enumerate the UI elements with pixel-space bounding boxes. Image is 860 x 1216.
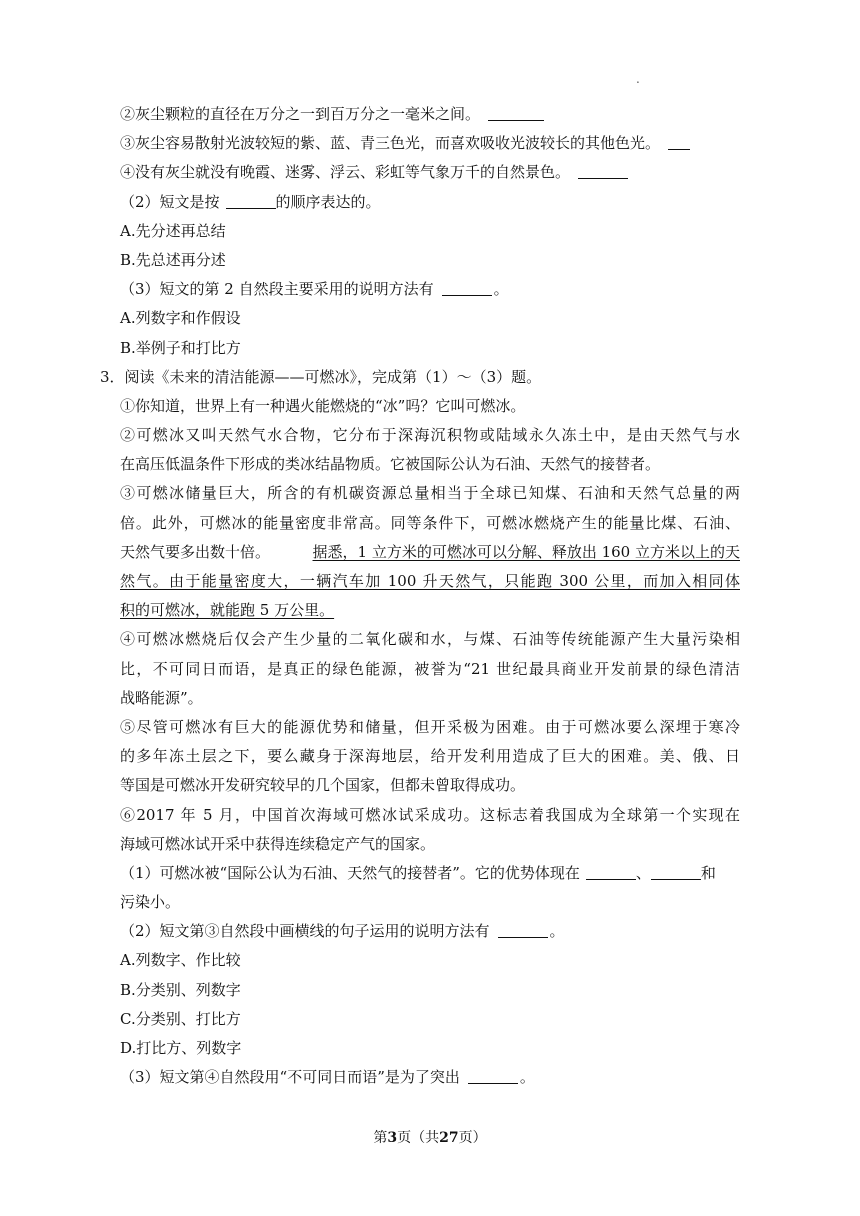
answer-blank[interactable]: [668, 132, 690, 150]
paragraph-3-line-1: ③可燃冰储量巨大，所含的有机碳资源总量相当于全球已知煤、石油和天然气总量的两: [120, 484, 740, 503]
footer-text: 第: [373, 1130, 388, 1146]
question-text: （3）短文的第 2 自然段主要采用的说明方法有: [120, 280, 434, 299]
answer-blank[interactable]: [651, 862, 701, 880]
question-text: （2）短文第③自然段中画横线的句子运用的说明方法有: [120, 922, 490, 941]
paragraph-2-line-2: 在高压低温条件下形成的类冰结晶物质。它被国际公认为石油、天然气的接替者。: [120, 455, 661, 474]
total-pages: 27: [439, 1130, 459, 1146]
question-text-tail: 和: [700, 863, 716, 882]
question-text-tail: 。: [519, 1068, 535, 1087]
page-number: 3: [387, 1130, 398, 1146]
paragraph-5-line-2: 的多年冻土层之下，要么藏身于深海地层，给开发利用造成了巨大的困难。美、俄、日: [120, 747, 740, 766]
question-text: （2）短文是按: [120, 192, 220, 211]
paragraph-2-line-1: ②可燃冰又叫天然气水合物，它分布于深海沉积物或陆域永久冻土中，是由天然气与水: [120, 426, 740, 445]
answer-blank[interactable]: [578, 161, 628, 179]
paragraph-3-line-3: [120, 538, 740, 567]
question-2a: [120, 188, 740, 217]
underlined-text: 据悉，1 立方米的可燃冰可以分解、释放出 160 立方米以上的天: [312, 542, 740, 561]
question-1b: [120, 859, 740, 888]
question-text-tail: 的顺序表达的。: [275, 192, 381, 211]
option-d: D.打比方、列数字: [120, 1039, 242, 1057]
paragraph-3-line-5: [120, 596, 740, 625]
question-text-tail: 。: [493, 280, 509, 299]
statement-text: ④没有灰尘就没有晚霞、迷雾、浮云、彩虹等气象万千的自然景色。: [120, 163, 571, 182]
option-c: C.分类别、打比方: [120, 1009, 241, 1028]
paragraph-3-line-2: 倍。此外，可燃冰的能量密度非常高。同等条件下，可燃冰燃烧产生的能量比煤、石油、: [120, 513, 740, 532]
question-text-tail: 。: [549, 922, 565, 941]
answer-blank[interactable]: [468, 1066, 518, 1084]
option-b: B.先总述再分述: [120, 250, 226, 269]
answer-blank[interactable]: [442, 278, 492, 296]
paragraph-6-line-1: ⑥2017 年 5 月，中国首次海域可燃冰试采成功。这标志着我国成为全球第一个实现在: [120, 805, 740, 824]
option-b: B.分类别、列数字: [120, 980, 241, 999]
question-2b: [120, 917, 740, 946]
answer-blank[interactable]: [498, 920, 548, 938]
paragraph-6-line-2: 海域可燃冰试开采中获得连续稳定产气的国家。: [120, 834, 436, 853]
answer-blank[interactable]: [226, 191, 276, 209]
plain-text: 天然气要多出数十倍。: [120, 542, 271, 561]
question-text: （3）短文第④自然段用“不可同日而语”是为了突出: [120, 1068, 460, 1087]
option-a: A.列数字、作比较: [120, 951, 241, 970]
paragraph-4-line-3: 战略能源”。: [120, 688, 203, 707]
underlined-text: 积的可燃冰，就能跑 5 万公里。: [120, 601, 335, 620]
footer-text: 页（共: [397, 1130, 440, 1146]
separator: 、: [635, 863, 651, 882]
statement-4: [120, 158, 740, 187]
statement-text: ②灰尘颗粒的直径在万分之一到百万分之一毫米之间。: [120, 105, 481, 123]
statement-3: [120, 129, 740, 158]
question-3b: [120, 1063, 740, 1092]
question-3-intro: [100, 363, 740, 392]
paragraph-4-line-1: ④可燃冰燃烧后仅会产生少量的二氧化碳和水，与煤、石油等传统能源产生大量污染相: [120, 630, 740, 649]
answer-blank[interactable]: [488, 103, 544, 121]
statement-2: [120, 100, 740, 129]
option-a: A.先分述再总结: [120, 221, 226, 240]
statement-text: ③灰尘容易散射光波较短的紫、蓝、青三色光，而喜欢吸收光波较长的其他色光。: [120, 134, 661, 153]
question-text: 阅读《未来的清洁能源——可燃冰》，完成第（1）～（3）题。: [124, 367, 542, 386]
answer-blank[interactable]: [586, 862, 636, 880]
option-a: A.列数字和作假设: [120, 309, 241, 328]
paragraph-5-line-1: ⑤尽管可燃冰有巨大的能源优势和储量，但开采极为困难。由于可燃冰要么深埋于寒冷: [120, 717, 740, 736]
paragraph-4-line-2: 比，不可同日而语，是真正的绿色能源，被誉为“21 世纪最具商业开发前景的绿色清洁: [120, 659, 740, 678]
top-mark: .: [636, 72, 640, 86]
question-1b-line-2: 污染小。: [120, 893, 181, 912]
option-b: B.举例子和打比方: [120, 338, 241, 357]
question-text: （1）可燃冰被“国际公认为石油、天然气的接替者”。它的优势体现在: [120, 863, 580, 882]
paragraph-3-line-4: 然气。由于能量密度大，一辆汽车加 100 升天然气，只能跑 300 公里，而加入相同体: [120, 572, 740, 590]
page-content: [100, 100, 740, 1092]
paragraph-1: ①你知道，世界上有一种遇火能燃烧的“冰”吗？它叫可燃冰。: [120, 396, 526, 415]
question-3a: [120, 275, 740, 304]
question-number: 3．: [100, 367, 125, 386]
footer-text: 页）: [458, 1130, 487, 1146]
paragraph-5-line-3: 等国是可燃冰开发研究较早的几个国家，但都未曾取得成功。: [120, 776, 526, 795]
page-footer: [0, 1127, 860, 1147]
